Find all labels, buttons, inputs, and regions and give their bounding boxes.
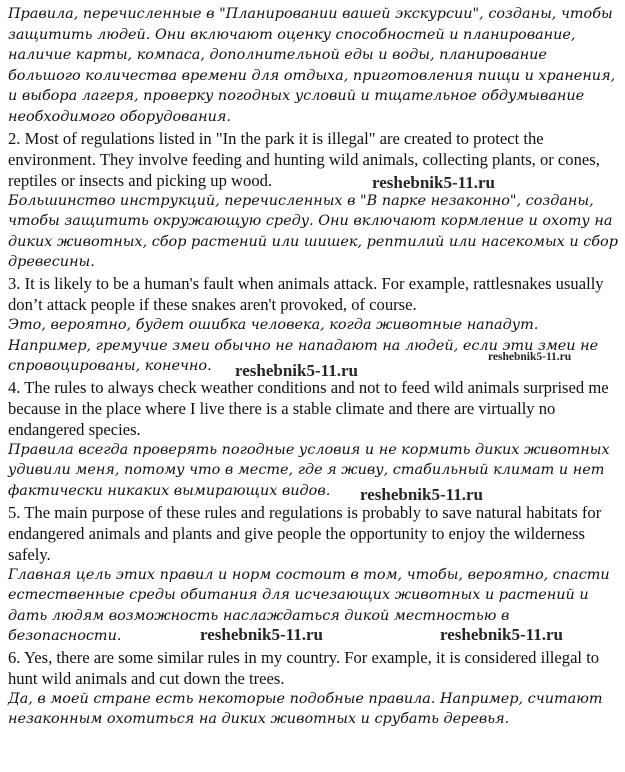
- paragraph-4-en: 4. The rules to always check weather conditions and not to feed wild animals surprised me because in the place where I live there is a stable climate and there are virtually no endangered species.: [8, 377, 609, 439]
- paragraph-3-en: 3. It is likely to be a human's fault when animals attack. For example, rattlesnakes usually don’t attack people if these snakes aren't provoked, of course.: [8, 273, 604, 314]
- paragraph-2-ru: Большинство инструкций, перечисленных в "В парке незаконно", созданы, чтобы защитить окружающую среду. Они включают кормление и охоту на диких животных, сбор растений или шишек, рептилий или насекомых и сбор древесины.: [8, 192, 618, 271]
- paragraph-5-ru: Главная цель этих правил и норм состоит в том, чтобы, вероятно, спасти естественные среды обитания для исчезающих животных и растений и дать людям возможность наслаждаться дикой местностью в безопасности.: [8, 566, 610, 645]
- paragraph-5-en: 5. The main purpose of these rules and regulations is probably to save natural habitats for endangered animals and plants and give people the opportunity to enjoy the wilderness safely.: [8, 502, 602, 564]
- watermark: reshebnik5-11.ru: [235, 361, 358, 380]
- watermark: reshebnik5-11.ru: [200, 625, 323, 644]
- paragraph-4-ru: Правила всегда проверять погодные условия и не кормить диких животных удивили меня, потому что в месте, где я живу, стабильный климат и нет фактически никаких вымирающих видов.: [8, 441, 610, 499]
- watermark: reshebnik5-11.ru: [440, 625, 563, 644]
- watermark: reshebnik5-11.ru: [488, 351, 572, 363]
- watermark: reshebnik5-11.ru: [372, 173, 495, 192]
- paragraph-6-en: 6. Yes, there are some similar rules in my country. For example, it is considered illegal to hunt wild animals and cut down the trees.: [8, 647, 600, 688]
- paragraph-3-ru: Это, вероятно, будет ошибка человека, когда животные нападут. Например, гремучие змеи обычно не нападают на людей, если эти змеи не спровоцированы, конечно.: [8, 316, 599, 375]
- paragraph-1-ru: Правила, перечисленные в "Планировании вашей экскурсии", созданы, чтобы защитить людей. Они включают оценку способностей и планирование, наличие карты, компаса, дополнительной еды и воды, планирование большого количества времени для отдыха, приготовления пищи и хранения, и выбора лагеря, проверку погодных условий и тщательное обдумывание необходимого оборудования.: [8, 6, 616, 125]
- watermark: reshebnik5-11.ru: [360, 485, 483, 504]
- paragraph-2-en: 2. Most of regulations listed in "In the park it is illegal" are created to protect the environment. They involve feeding and hunting wild animals, collecting plants, or cones, reptiles or insects and picking up wood.: [8, 128, 600, 190]
- paragraph-6-ru: Да, в моей стране есть некоторые подобные правила. Например, считают незаконным охотиться на диких животных и срубать деревья.: [8, 690, 603, 728]
